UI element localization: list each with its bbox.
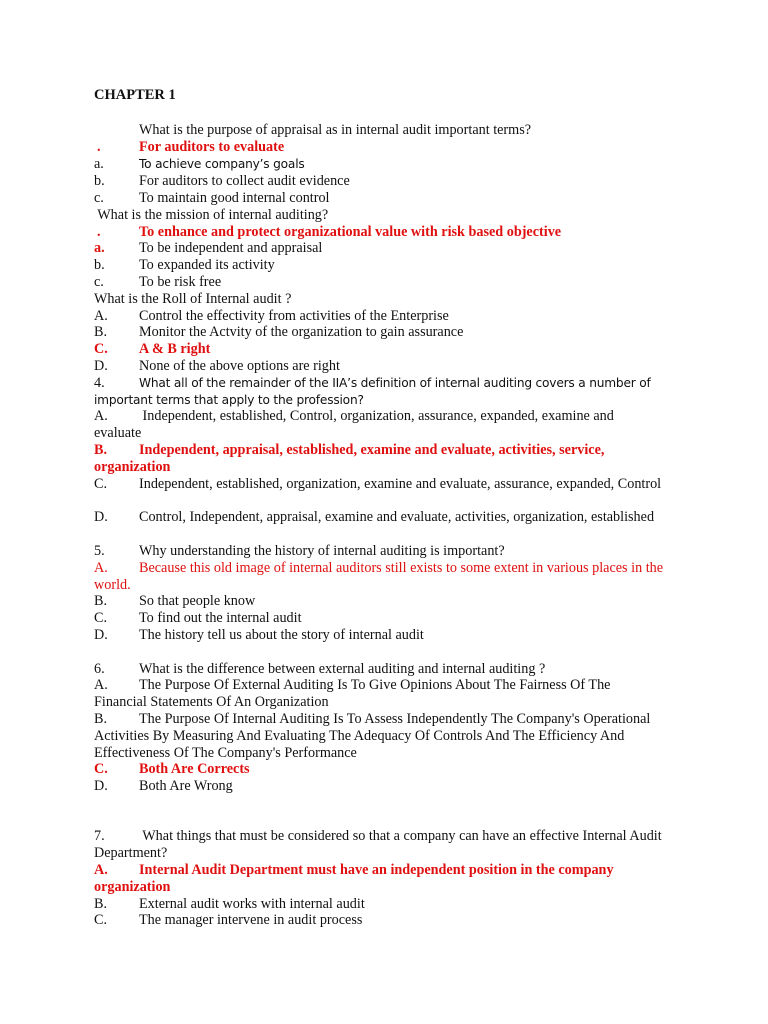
option-line xyxy=(94,912,664,929)
option-line xyxy=(94,156,664,173)
line-text: None of the above options are right xyxy=(139,358,340,374)
line-text: To achieve company’s goals xyxy=(139,157,305,171)
line-marker: B. xyxy=(94,593,108,609)
line-marker: 7. xyxy=(94,828,105,844)
line-marker: 5. xyxy=(94,543,105,559)
option-line xyxy=(94,677,664,711)
line-text: To enhance and protect organizational value with risk based objective xyxy=(139,224,562,240)
line-marker: C. xyxy=(94,610,108,626)
answer-line xyxy=(94,560,664,594)
line-text: Independent, established, organization, examine and evaluate, assurance, expanded, Control xyxy=(139,476,662,492)
line-marker: D. xyxy=(94,509,108,525)
line-marker: C. xyxy=(94,912,108,928)
line-marker: B. xyxy=(94,711,108,727)
line-marker: 6. xyxy=(94,661,105,677)
line-marker: a. xyxy=(94,156,104,172)
option-line xyxy=(94,610,664,627)
line-marker: b. xyxy=(94,257,105,273)
line-marker: A. xyxy=(94,560,108,576)
line-text: Why understanding the history of internal auditing is important? xyxy=(139,543,505,559)
line-text: What all of the remainder of the IIA’s definition of internal auditing covers a number of important terms that apply to the profession? xyxy=(94,376,651,407)
line-marker: c. xyxy=(94,190,104,206)
option-line xyxy=(94,257,664,274)
line-marker: B. xyxy=(94,896,108,912)
line-text: What is the Roll of Internal audit ? xyxy=(94,291,292,307)
question-line xyxy=(94,661,664,678)
line-marker: 4. xyxy=(94,375,105,391)
option-line xyxy=(94,190,664,207)
line-marker: B. xyxy=(94,324,108,340)
line-text: What is the difference between external auditing and internal auditing ? xyxy=(139,661,546,677)
option-line xyxy=(94,896,664,913)
answer-line xyxy=(94,761,664,778)
option-line xyxy=(94,711,664,762)
line-text: To expanded its activity xyxy=(139,257,275,273)
question-line xyxy=(94,828,664,862)
line-marker: A. xyxy=(94,408,108,424)
line-marker: D. xyxy=(94,358,108,374)
line-text: What is the purpose of appraisal as in internal audit important terms? xyxy=(139,122,532,138)
line-text: Internal Audit Department must have an independent position in the company organization xyxy=(94,862,614,895)
option-line xyxy=(94,173,664,190)
line-text: A & B right xyxy=(139,341,211,357)
answer-line xyxy=(94,442,664,476)
question-line xyxy=(94,207,664,224)
answer-line xyxy=(94,862,664,896)
line-marker: a. xyxy=(94,240,105,256)
option-line xyxy=(94,274,664,291)
line-marker: A. xyxy=(94,677,108,693)
line-text: To be risk free xyxy=(139,274,222,290)
question-line xyxy=(94,543,664,560)
line-marker: A. xyxy=(94,308,108,324)
line-text: To be independent and appraisal xyxy=(139,240,323,256)
option-line xyxy=(94,408,664,442)
line-marker: b. xyxy=(94,173,105,189)
line-intro-q1 xyxy=(94,122,664,139)
line-marker: . xyxy=(97,139,101,155)
line-text: To find out the internal audit xyxy=(139,610,302,626)
line-text: So that people know xyxy=(139,593,256,609)
line-text: For auditors to collect audit evidence xyxy=(139,173,350,189)
option-line xyxy=(94,324,664,341)
option-line xyxy=(94,240,664,257)
line-text: The manager intervene in audit process xyxy=(139,912,363,928)
line-text: What is the mission of internal auditing? xyxy=(94,207,329,223)
line-text: Both Are Corrects xyxy=(139,761,250,777)
line-text: The history tell us about the story of internal audit xyxy=(139,627,424,643)
line-text: External audit works with internal audit xyxy=(139,896,365,912)
line-text: Control, Independent, appraisal, examine and evaluate, activities, organization, established xyxy=(139,509,655,525)
line-text: What things that must be considered so that a company can have an effective Internal Audit Department? xyxy=(94,828,662,861)
line-text: Independent, established, Control, organization, assurance, expanded, examine and evaluate xyxy=(94,408,614,441)
line-text: The Purpose Of Internal Auditing Is To Assess Independently The Company's Operational Activities By Measuring And Evaluating The Adequacy Of Controls And The Efficiency And Effectiveness Of The Company's Performance xyxy=(94,711,651,761)
line-marker: B. xyxy=(94,442,108,458)
question-line xyxy=(94,375,664,409)
line-text: Independent, appraisal, established, examine and evaluate, activities, service, organization xyxy=(94,442,605,475)
option-line xyxy=(94,778,664,795)
answer-line xyxy=(94,341,664,358)
line-marker: C. xyxy=(94,341,108,357)
option-line xyxy=(94,593,664,610)
line-marker: D. xyxy=(94,778,108,794)
line-text: Because this old image of internal auditors still exists to some extent in various places in the world. xyxy=(94,560,664,593)
chapter-title: CHAPTER 1 xyxy=(94,87,176,103)
answer-line xyxy=(94,224,664,241)
line-marker: A. xyxy=(94,862,108,878)
line-marker: c. xyxy=(94,274,104,290)
line-text: To maintain good internal control xyxy=(139,190,330,206)
option-line xyxy=(94,627,664,644)
line-marker: . xyxy=(97,224,101,240)
answer-line xyxy=(94,139,664,156)
line-text: Monitor the Actvity of the organization to gain assurance xyxy=(139,324,464,340)
line-text: Control the effectivity from activities of the Enterprise xyxy=(139,308,449,324)
line-text: The Purpose Of External Auditing Is To Give Opinions About The Fairness Of The Financial Statements Of An Organization xyxy=(94,677,611,710)
option-line xyxy=(94,308,664,325)
line-text: Both Are Wrong xyxy=(139,778,233,794)
option-line xyxy=(94,509,664,526)
line-marker: D. xyxy=(94,627,108,643)
line-marker: C. xyxy=(94,476,108,492)
option-line xyxy=(94,476,664,493)
line-marker: C. xyxy=(94,761,108,777)
question-line xyxy=(94,291,664,308)
option-line xyxy=(94,358,664,375)
line-text: For auditors to evaluate xyxy=(139,139,285,155)
